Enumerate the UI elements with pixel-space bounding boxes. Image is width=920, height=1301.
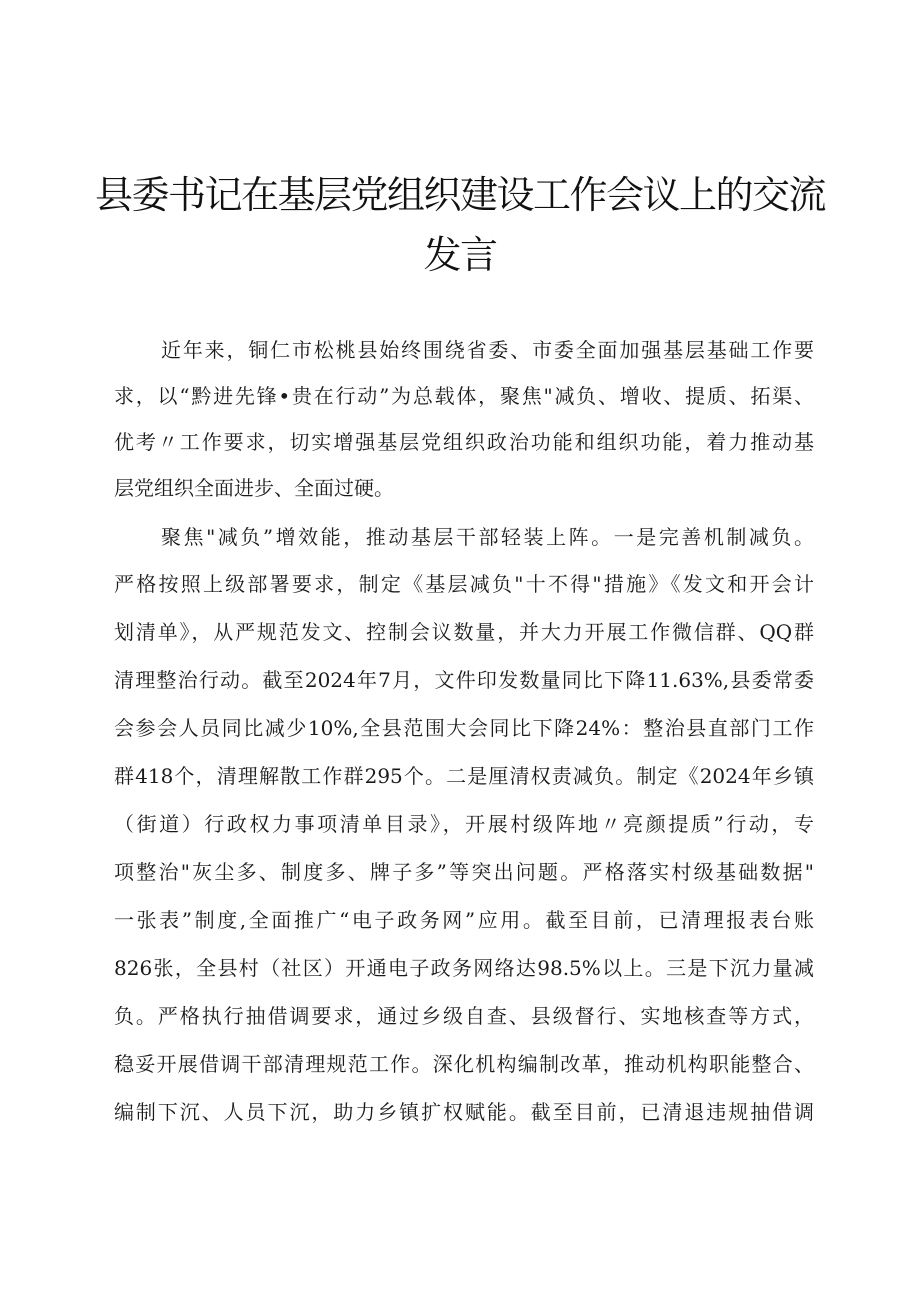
- paragraph-2-line: 清理整治行动。截至2024年7月，文件印发数量同比下降11.63%,县委常委: [114, 668, 814, 692]
- paragraph-2-line: 会参会人员同比减少10%,全县范围大会同比下降24%：整治县直部门工作: [114, 716, 814, 740]
- paragraph-2-line: （街道）行政权力事项清单目录》，开展村级阵地〃亮颜提质”行动，专: [114, 812, 814, 836]
- paragraph-1-line: 近年来，铜仁市松桃县始终围绕省委、市委全面加强基层基础工作要: [161, 338, 814, 362]
- paragraph-2-line: 严格按照上级部署要求，制定《基层减负"十不得"措施》《发文和开会计: [114, 572, 814, 596]
- paragraph-2-line: 负。严格执行抽借调要求，通过乡级自查、县级督行、实地核查等方式，: [114, 1004, 814, 1028]
- paragraph-2-line: 编制下沉、人员下沉，助力乡镇扩权赋能。截至目前，已清退违规抽借调: [114, 1100, 814, 1124]
- paragraph-2-line: 划清单》，从严规范发文、控制会议数量，并大力开展工作微信群、QQ群: [114, 620, 814, 644]
- paragraph-2-line: 聚焦"减负”增效能，推动基层干部轻装上阵。一是完善机制减负。: [161, 525, 814, 549]
- paragraph-2-line: 826张，全县村（社区）开通电子政务网络达98.5%以上。三是下沉力量减: [114, 956, 814, 980]
- paragraph-2-line: 一张表”制度,全面推广“电子政务网”应用。截至目前，已清理报表台账: [114, 908, 814, 932]
- paragraph-2-line: 群418个，清理解散工作群295个。二是厘清权责减负。制定《2024年乡镇: [114, 764, 814, 788]
- paragraph-1-line: 优考〃工作要求，切实增强基层党组织政治功能和组织功能，着力推动基: [114, 430, 814, 454]
- document-title-line-2: 发言: [423, 233, 497, 277]
- paragraph-2-line: 项整治"灰尘多、制度多、牌子多”等突出问题。严格落实村级基础数据": [114, 860, 814, 884]
- paragraph-2-line: 稳妥开展借调干部清理规范工作。深化机构编制改革，推动机构职能整合、: [114, 1052, 814, 1076]
- document-title-line-1: 县委书记在基层党组织建设工作会议上的交流: [94, 173, 825, 217]
- paragraph-1-line: 层党组织全面进步、全面过硬。: [114, 476, 394, 500]
- paragraph-1-line: 求，以“黔进先锋•贵在行动”为总载体，聚焦"减负、增收、提质、拓渠、: [114, 384, 814, 408]
